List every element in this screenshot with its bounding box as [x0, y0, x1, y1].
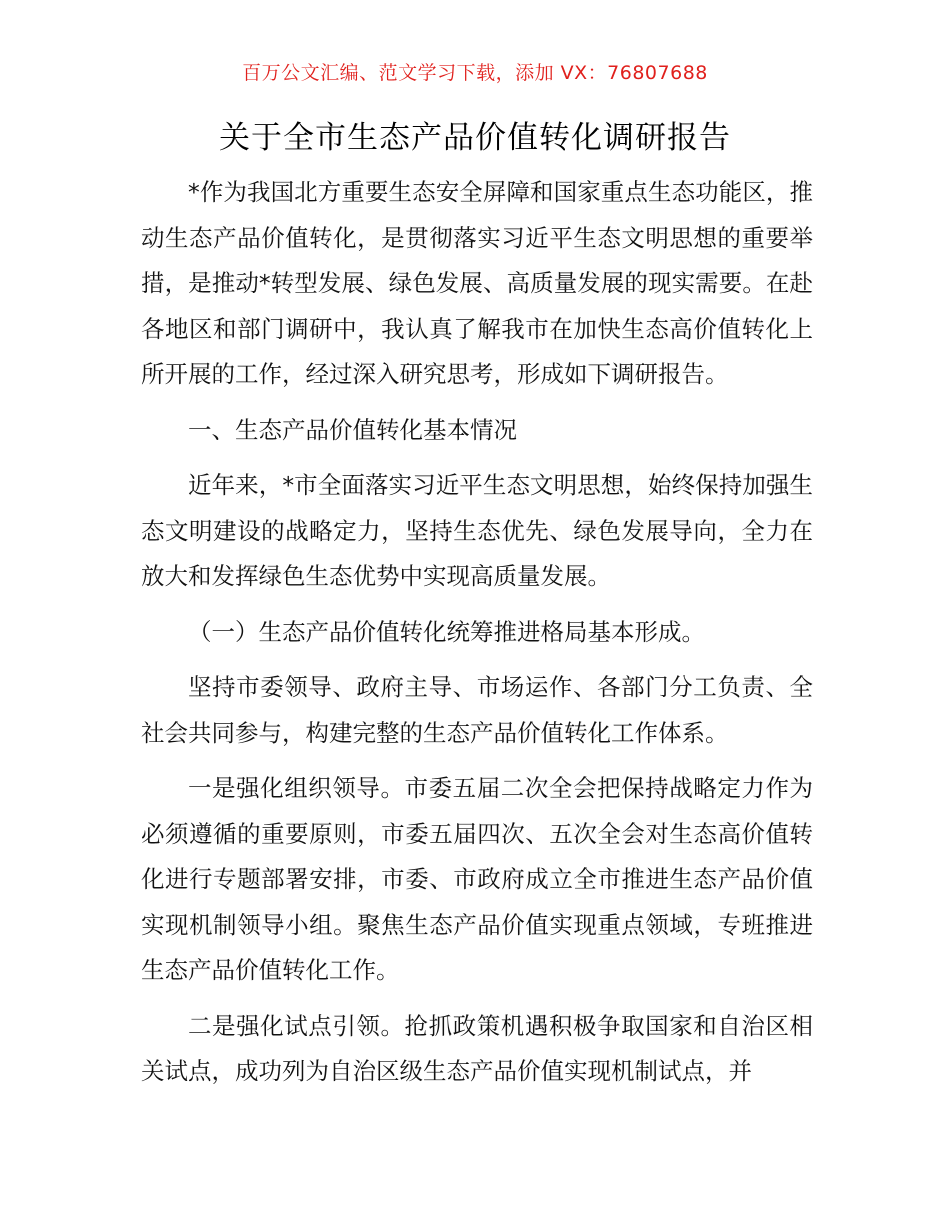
paragraph-leadership: 一是强化组织领导。市委五届二次全会把保持战略定力作为必须遵循的重要原则，市委五届四次、五次全会对生态高价值转化进行专题部署安排，市委、市政府成立全市推进生态产品价值实现机制领导小组。聚焦生态产品价值实现重点领域，专班推进生态产品价值转化工作。 [141, 774, 813, 984]
section-heading-1: 一、生态产品价值转化基本情况 [188, 415, 517, 444]
document-title: 关于全市生态产品价值转化调研报告 [219, 120, 731, 156]
document-body [141, 170, 813, 1105]
paragraph-framework: 坚持市委领导、政府主导、市场运作、各部门分工负责、全社会共同参与，构建完整的生态产品价值转化工作体系。 [141, 673, 813, 747]
paragraph-pilot: 二是强化试点引领。抢抓政策机遇积极争取国家和自治区相关试点，成功列为自治区级生态产品价值实现机制试点，并 [141, 1011, 813, 1085]
paragraph-intro: *作为我国北方重要生态安全屏障和国家重点生态功能区，推动生态产品价值转化，是贯彻落实习近平生态文明思想的重要举措，是推动*转型发展、绿色发展、高质量发展的现实需要。在赴各地区和部门调研中，我认真了解我市在加快生态高价值转化上所开展的工作，经过深入研究思考，形成如下调研报告。 [141, 178, 813, 388]
paragraph-overview: 近年来，*市全面落实习近平生态文明思想，始终保持加强生态文明建设的战略定力，坚持生态优先、绿色发展导向，全力在放大和发挥绿色生态优势中实现高质量发展。 [141, 471, 813, 590]
watermark-header: 百万公文汇编、范文学习下载，添加 VX：76807688 [242, 62, 708, 84]
subsection-heading-1: （一）生态产品价值转化统筹推进格局基本形成。 [188, 617, 705, 646]
